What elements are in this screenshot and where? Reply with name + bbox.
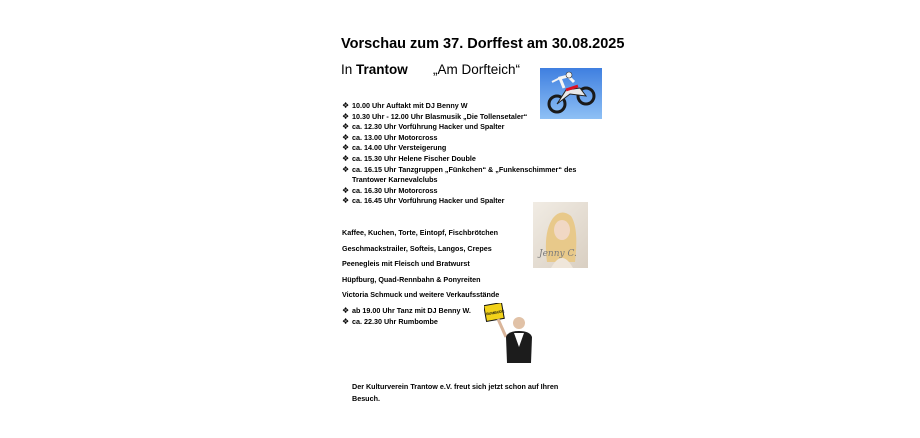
closing-note: Der Kulturverein Trantow e.V. freut sich jetzt schon auf Ihren Besuch. xyxy=(352,382,559,403)
bullet-icon: ❖ xyxy=(342,132,350,142)
location-line xyxy=(341,62,521,77)
singer-illustration xyxy=(533,202,588,268)
evening-item: ❖ ab 19.00 Uhr Tanz mit DJ Benny W. xyxy=(342,306,471,315)
offer-item: Kaffee, Kuchen, Torte, Eintopf, Fischbrötchen xyxy=(342,228,499,237)
evening-list xyxy=(342,305,471,327)
schedule-item-continuation: Trantower Karnevalclubs xyxy=(352,175,438,185)
venue-name: „Am Dorfteich“ xyxy=(433,62,521,77)
offer-item: Peenegleis mit Fleisch und Bratwurst xyxy=(342,259,470,268)
bullet-icon: ❖ xyxy=(342,101,350,110)
rumbude-photo xyxy=(484,303,541,363)
sign-text: RUMBUDE xyxy=(485,309,505,317)
bullet-icon: ❖ xyxy=(342,122,350,132)
singer-signature: Jenny C. xyxy=(539,249,577,259)
schedule-item: ❖ ca. 12.30 Uhr Vorführung Hacker und Spalter xyxy=(342,122,505,132)
bullet-icon: ❖ xyxy=(342,185,350,195)
bullet-icon: ❖ xyxy=(342,306,350,315)
schedule-item: ❖ 10.30 Uhr - 12.00 Uhr Blasmusik „Die Tollensetaler“ xyxy=(342,111,528,121)
bullet-icon: ❖ xyxy=(342,153,350,163)
rumbude-illustration xyxy=(484,303,541,363)
location-prefix: In xyxy=(341,62,353,77)
schedule-item: ❖ 10.00 Uhr Auftakt mit DJ Benny W xyxy=(342,101,468,110)
bullet-icon: ❖ xyxy=(342,196,350,206)
offer-item: Hüpfburg, Quad-Rennbahn & Ponyreiten xyxy=(342,274,481,284)
offers-list xyxy=(342,228,542,306)
evening-item: ❖ ca. 22.30 Uhr Rumbombe xyxy=(342,317,438,326)
offer-item: Victoria Schmuck und weitere Verkaufsstände xyxy=(342,290,500,299)
bullet-icon: ❖ xyxy=(342,317,350,326)
schedule-item: ❖ ca. 15.30 Uhr Helene Fischer Double xyxy=(342,153,476,163)
offer-item: Geschmackstrailer, Softeis, Langos, Crepes xyxy=(342,243,492,253)
bullet-icon: ❖ xyxy=(342,143,350,153)
singer-portrait xyxy=(533,202,588,268)
bullet-icon: ❖ xyxy=(342,164,350,174)
schedule-item: ❖ ca. 16.45 Uhr Vorführung Hacker und Spalter xyxy=(342,196,505,206)
schedule-item: ❖ ca. 16.15 Uhr Tanzgruppen „Fünkchen“ & „Funkenschimmer“ des Trantower Karnevalclubs xyxy=(342,165,602,186)
location-town: Trantow xyxy=(356,62,408,77)
schedule-item: ❖ ca. 14.00 Uhr Versteigerung xyxy=(342,143,447,153)
motocross-illustration xyxy=(540,68,602,119)
schedule-item: ❖ ca. 16.30 Uhr Motorcross xyxy=(342,185,438,195)
schedule-item: ❖ ca. 13.00 Uhr Motorcross xyxy=(342,132,438,142)
bullet-icon: ❖ xyxy=(342,111,350,121)
motocross-photo xyxy=(540,68,602,119)
page-title: Vorschau zum 37. Dorffest am 30.08.2025 xyxy=(341,36,625,52)
